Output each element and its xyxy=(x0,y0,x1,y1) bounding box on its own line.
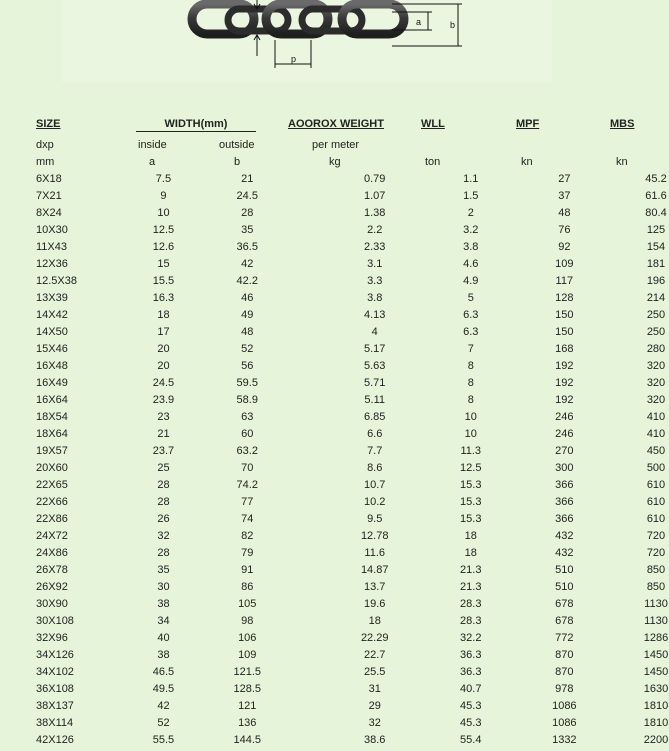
cell-weight: 1.38 xyxy=(364,207,386,219)
cell-inside-width: 10 xyxy=(157,207,170,219)
cell-size: 15X46 xyxy=(36,343,68,355)
cell-inside-width: 18 xyxy=(157,309,170,321)
cell-size: 26X78 xyxy=(36,564,68,576)
cell-wll: 7 xyxy=(467,343,474,355)
table-row xyxy=(29,375,669,392)
cell-mpf: 192 xyxy=(555,360,574,372)
cell-mbs: 2200 xyxy=(643,734,669,746)
cell-size: 42X126 xyxy=(36,734,74,746)
cell-inside-width: 17 xyxy=(157,326,170,338)
cell-mbs: 320 xyxy=(646,377,666,389)
cell-weight: 10.2 xyxy=(364,496,386,508)
cell-weight: 38.6 xyxy=(364,734,386,746)
cell-outside-width: 36.5 xyxy=(236,241,258,253)
cell-wll: 21.3 xyxy=(460,564,482,576)
cell-weight: 9.5 xyxy=(367,513,383,525)
cell-size: 22X66 xyxy=(36,496,68,508)
cell-inside-width: 24.5 xyxy=(152,377,175,389)
chain-spec-table-body xyxy=(29,171,669,749)
cell-size: 19X57 xyxy=(36,445,68,457)
cell-mbs: 1450 xyxy=(643,666,669,678)
cell-outside-width: 79 xyxy=(241,547,254,559)
cell-weight: 25.5 xyxy=(364,666,386,678)
cell-outside-width: 48 xyxy=(241,326,254,338)
cell-weight: 5.17 xyxy=(364,343,386,355)
chain-spec-table xyxy=(29,171,669,749)
cell-weight: 3.8 xyxy=(367,292,383,304)
cell-weight: 10.7 xyxy=(364,479,386,491)
cell-mbs: 450 xyxy=(646,445,666,457)
cell-mbs: 61.6 xyxy=(645,190,667,202)
dimension-p-label: p xyxy=(291,54,297,64)
cell-size: 24X72 xyxy=(36,530,68,542)
cell-wll: 18 xyxy=(464,530,477,542)
cell-inside-width: 16.3 xyxy=(152,292,175,304)
cell-inside-width: 12.6 xyxy=(152,241,175,253)
cell-outside-width: 35 xyxy=(241,224,254,236)
cell-outside-width: 52 xyxy=(241,343,254,355)
table-row xyxy=(29,647,669,664)
cell-mpf: 678 xyxy=(555,598,574,610)
table-row xyxy=(29,664,669,681)
cell-mpf: 432 xyxy=(555,547,574,559)
cell-inside-width: 15 xyxy=(157,258,170,270)
dimension-b-label: b xyxy=(450,20,456,30)
cell-outside-width: 49 xyxy=(241,309,254,321)
cell-wll: 8 xyxy=(467,377,474,389)
cell-outside-width: 121.5 xyxy=(233,666,261,678)
cell-wll: 36.3 xyxy=(460,666,482,678)
table-row xyxy=(29,273,669,290)
unit-weight: kg xyxy=(329,156,341,168)
cell-size: 24X86 xyxy=(36,547,68,559)
cell-outside-width: 60 xyxy=(241,428,254,440)
cell-size: 16X48 xyxy=(36,360,68,372)
cell-outside-width: 28 xyxy=(241,207,254,219)
table-row xyxy=(29,511,669,528)
cell-wll: 3.8 xyxy=(463,241,479,253)
cell-mpf: 1086 xyxy=(552,717,577,729)
cell-inside-width: 30 xyxy=(157,581,170,593)
cell-wll: 11.3 xyxy=(460,445,482,457)
cell-mbs: 850 xyxy=(646,564,666,576)
cell-size: 26X92 xyxy=(36,581,68,593)
cell-size: 16X64 xyxy=(36,394,68,406)
cell-inside-width: 26 xyxy=(157,513,170,525)
cell-size: 13X39 xyxy=(36,292,68,304)
cell-outside-width: 121 xyxy=(238,700,257,712)
cell-mpf: 870 xyxy=(555,649,574,661)
cell-weight: 3.1 xyxy=(367,258,383,270)
cell-mpf: 168 xyxy=(555,343,574,355)
cell-wll: 15.3 xyxy=(460,513,482,525)
cell-inside-width: 23 xyxy=(157,411,170,423)
cell-mpf: 270 xyxy=(555,445,574,457)
cell-mpf: 300 xyxy=(555,462,574,474)
cell-wll: 4.9 xyxy=(463,275,479,287)
header-mbs: MBS xyxy=(610,118,635,130)
cell-mbs: 720 xyxy=(646,530,666,542)
cell-inside-width: 38 xyxy=(157,598,170,610)
cell-inside-width: 28 xyxy=(157,547,170,559)
cell-outside-width: 82 xyxy=(241,530,254,542)
cell-wll: 55.4 xyxy=(460,734,482,746)
cell-weight: 12.78 xyxy=(360,530,389,542)
cell-inside-width: 28 xyxy=(157,496,170,508)
cell-inside-width: 40 xyxy=(157,632,170,644)
cell-outside-width: 63.2 xyxy=(236,445,258,457)
cell-mbs: 410 xyxy=(646,428,666,440)
table-row xyxy=(29,528,669,545)
dimension-a-label: a xyxy=(416,17,422,27)
cell-inside-width: 25 xyxy=(157,462,170,474)
table-row xyxy=(29,324,669,341)
cell-size: 30X90 xyxy=(36,598,68,610)
cell-inside-width: 32 xyxy=(157,530,170,542)
unit-outside: b xyxy=(234,156,241,168)
subheader-inside: inside xyxy=(138,139,167,151)
cell-mbs: 1810 xyxy=(643,700,669,712)
cell-mpf: 366 xyxy=(555,513,574,525)
cell-wll: 1.1 xyxy=(463,173,479,185)
unit-mbs: kn xyxy=(616,156,628,168)
cell-mbs: 610 xyxy=(646,479,666,491)
cell-weight: 14.87 xyxy=(360,564,389,576)
cell-outside-width: 91 xyxy=(241,564,254,576)
cell-inside-width: 23.9 xyxy=(152,394,175,406)
header-mpf: MPF xyxy=(516,118,540,130)
cell-mpf: 109 xyxy=(555,258,574,270)
cell-weight: 19.6 xyxy=(364,598,386,610)
cell-mpf: 432 xyxy=(555,530,574,542)
subheader-per-meter: per meter xyxy=(312,139,360,151)
table-row xyxy=(29,698,669,715)
cell-wll: 15.3 xyxy=(460,479,482,491)
cell-outside-width: 56 xyxy=(241,360,254,372)
cell-size: 18X54 xyxy=(36,411,68,423)
cell-size: 18X64 xyxy=(36,428,68,440)
cell-mbs: 610 xyxy=(646,513,666,525)
unit-mpf: kn xyxy=(521,156,533,168)
cell-size: 38X137 xyxy=(36,700,74,712)
cell-inside-width: 38 xyxy=(157,649,170,661)
table-row xyxy=(29,732,669,749)
subheader-outside: outside xyxy=(219,139,255,151)
table-row xyxy=(29,630,669,647)
table-row xyxy=(29,307,669,324)
cell-outside-width: 136 xyxy=(238,717,257,729)
cell-wll: 12.5 xyxy=(460,462,482,474)
cell-inside-width: 42 xyxy=(157,700,170,712)
cell-wll: 32.2 xyxy=(460,632,482,644)
cell-inside-width: 52 xyxy=(157,717,170,729)
cell-size: 7X21 xyxy=(36,190,62,202)
cell-mbs: 850 xyxy=(646,581,666,593)
cell-size: 10X30 xyxy=(36,224,68,236)
cell-mpf: 366 xyxy=(555,479,574,491)
cell-mbs: 410 xyxy=(646,411,666,423)
cell-inside-width: 12.5 xyxy=(152,224,175,236)
cell-size: 14X50 xyxy=(36,326,68,338)
cell-size: 12X36 xyxy=(36,258,68,270)
cell-wll: 36.3 xyxy=(460,649,482,661)
table-row xyxy=(29,681,669,698)
cell-wll: 45.3 xyxy=(460,717,482,729)
cell-mpf: 1332 xyxy=(552,734,577,746)
cell-mbs: 80.4 xyxy=(645,207,667,219)
cell-wll: 21.3 xyxy=(460,581,482,593)
cell-inside-width: 23.7 xyxy=(152,445,175,457)
unit-wll: ton xyxy=(425,156,441,168)
cell-mbs: 154 xyxy=(646,241,666,253)
cell-weight: 5.63 xyxy=(364,360,386,372)
table-row xyxy=(29,409,669,426)
cell-mbs: 610 xyxy=(646,496,666,508)
cell-weight: 0.79 xyxy=(364,173,386,185)
cell-mbs: 45.2 xyxy=(645,173,667,185)
table-row xyxy=(29,426,669,443)
table-row xyxy=(29,460,669,477)
cell-weight: 22.7 xyxy=(364,649,386,661)
cell-weight: 3.3 xyxy=(367,275,383,287)
cell-mpf: 678 xyxy=(555,615,574,627)
table-row xyxy=(29,613,669,630)
table-row xyxy=(29,290,669,307)
cell-outside-width: 109 xyxy=(238,649,257,661)
cell-size: 12.5X38 xyxy=(36,275,77,287)
cell-weight: 6.85 xyxy=(364,411,386,423)
cell-mbs: 1286 xyxy=(643,632,669,644)
cell-outside-width: 77 xyxy=(241,496,254,508)
cell-mpf: 772 xyxy=(555,632,574,644)
table-row xyxy=(29,494,669,511)
cell-inside-width: 28 xyxy=(157,479,170,491)
cell-outside-width: 21 xyxy=(241,173,254,185)
cell-weight: 2.2 xyxy=(367,224,383,236)
cell-weight: 8.6 xyxy=(367,462,383,474)
cell-mpf: 48 xyxy=(558,207,571,219)
cell-mbs: 1130 xyxy=(644,615,668,627)
cell-mbs: 250 xyxy=(646,326,666,338)
cell-weight: 2.33 xyxy=(364,241,386,253)
table-row xyxy=(29,239,669,256)
cell-weight: 11.6 xyxy=(364,547,385,559)
table-row xyxy=(29,171,669,188)
cell-inside-width: 20 xyxy=(157,343,170,355)
cell-weight: 31 xyxy=(368,683,381,695)
table-row xyxy=(29,545,669,562)
cell-weight: 13.7 xyxy=(364,581,386,593)
cell-mbs: 280 xyxy=(646,343,666,355)
cell-outside-width: 74.2 xyxy=(236,479,258,491)
table-row xyxy=(29,392,669,409)
table-row xyxy=(29,205,669,222)
subheader-size-unit: dxp xyxy=(36,139,54,151)
table-row xyxy=(29,443,669,460)
cell-size: 22X86 xyxy=(36,513,68,525)
cell-weight: 29 xyxy=(368,700,381,712)
cell-weight: 22.29 xyxy=(360,632,389,644)
cell-mbs: 500 xyxy=(646,462,666,474)
cell-mbs: 320 xyxy=(646,394,666,406)
cell-wll: 3.2 xyxy=(463,224,479,236)
cell-outside-width: 144.5 xyxy=(233,734,261,746)
cell-size: 6X18 xyxy=(36,173,62,185)
cell-size: 16X49 xyxy=(36,377,68,389)
cell-inside-width: 15.5 xyxy=(152,275,175,287)
cell-mpf: 192 xyxy=(555,377,574,389)
cell-wll: 6.3 xyxy=(463,309,479,321)
cell-mpf: 128 xyxy=(555,292,574,304)
cell-wll: 10 xyxy=(464,428,477,440)
cell-inside-width: 9 xyxy=(160,190,167,202)
cell-mbs: 1630 xyxy=(643,683,669,695)
cell-outside-width: 86 xyxy=(241,581,254,593)
cell-outside-width: 24.5 xyxy=(236,190,258,202)
table-row xyxy=(29,188,669,205)
cell-outside-width: 46 xyxy=(241,292,254,304)
cell-mbs: 1130 xyxy=(644,598,668,610)
cell-mpf: 192 xyxy=(555,394,574,406)
cell-wll: 28.3 xyxy=(460,598,482,610)
cell-weight: 5.71 xyxy=(364,377,386,389)
cell-outside-width: 59.5 xyxy=(236,377,258,389)
cell-weight: 4 xyxy=(371,326,378,338)
table-row xyxy=(29,341,669,358)
cell-mpf: 37 xyxy=(558,190,571,202)
cell-mbs: 1810 xyxy=(643,717,669,729)
cell-weight: 5.11 xyxy=(364,394,385,406)
header-weight: AOOROX WEIGHT xyxy=(288,118,384,130)
cell-outside-width: 58.9 xyxy=(236,394,258,406)
cell-wll: 5 xyxy=(467,292,474,304)
cell-mpf: 117 xyxy=(555,275,574,287)
cell-mpf: 870 xyxy=(555,666,574,678)
header-width-label: WIDTH(mm) xyxy=(164,118,228,130)
cell-weight: 32 xyxy=(368,717,381,729)
cell-wll: 4.6 xyxy=(463,258,479,270)
header-size: SIZE xyxy=(36,118,61,130)
cell-mbs: 181 xyxy=(646,258,666,270)
cell-wll: 18 xyxy=(464,547,477,559)
cell-size: 38X114 xyxy=(36,717,74,729)
cell-wll: 1.5 xyxy=(463,190,479,202)
cell-size: 36X108 xyxy=(36,683,74,695)
cell-size: 22X65 xyxy=(36,479,68,491)
cell-inside-width: 20 xyxy=(157,360,170,372)
table-row xyxy=(29,562,669,579)
cell-outside-width: 105 xyxy=(238,598,257,610)
cell-outside-width: 42 xyxy=(241,258,254,270)
cell-mpf: 150 xyxy=(555,309,574,321)
cell-weight: 4.13 xyxy=(364,309,386,321)
cell-size: 11X43 xyxy=(36,241,67,253)
table-row xyxy=(29,477,669,494)
cell-mpf: 246 xyxy=(555,428,574,440)
cell-mbs: 214 xyxy=(646,292,666,304)
cell-outside-width: 128.5 xyxy=(233,683,261,695)
cell-size: 34X126 xyxy=(36,649,74,661)
cell-mpf: 76 xyxy=(558,224,571,236)
cell-mpf: 510 xyxy=(555,564,574,576)
cell-weight: 18 xyxy=(368,615,381,627)
cell-size: 14X42 xyxy=(36,309,68,321)
cell-inside-width: 46.5 xyxy=(152,666,175,678)
cell-wll: 28.3 xyxy=(460,615,482,627)
header-wll: WLL xyxy=(421,118,445,130)
cell-mbs: 320 xyxy=(646,360,666,372)
cell-mbs: 1450 xyxy=(643,649,669,661)
cell-mpf: 27 xyxy=(558,173,571,185)
unit-inside: a xyxy=(149,156,156,168)
cell-outside-width: 42.2 xyxy=(236,275,258,287)
cell-mbs: 250 xyxy=(646,309,666,321)
cell-inside-width: 55.5 xyxy=(152,734,175,746)
cell-mpf: 366 xyxy=(555,496,574,508)
cell-mpf: 150 xyxy=(555,326,574,338)
cell-mpf: 510 xyxy=(555,581,574,593)
table-row xyxy=(29,358,669,375)
table-row xyxy=(29,222,669,239)
cell-mpf: 246 xyxy=(555,411,574,423)
cell-mpf: 92 xyxy=(558,241,571,253)
cell-inside-width: 35 xyxy=(157,564,170,576)
cell-wll: 8 xyxy=(467,394,474,406)
cell-wll: 6.3 xyxy=(463,326,479,338)
cell-wll: 15.3 xyxy=(460,496,482,508)
cell-mpf: 978 xyxy=(555,683,574,695)
cell-outside-width: 74 xyxy=(241,513,254,525)
cell-size: 30X108 xyxy=(36,615,74,627)
cell-size: 8X24 xyxy=(36,207,62,219)
cell-wll: 45.3 xyxy=(460,700,482,712)
cell-size: 34X102 xyxy=(36,666,74,678)
cell-inside-width: 21 xyxy=(157,428,170,440)
cell-size: 20X60 xyxy=(36,462,68,474)
cell-outside-width: 63 xyxy=(241,411,254,423)
table-row xyxy=(29,596,669,613)
cell-mbs: 125 xyxy=(646,224,666,236)
cell-weight: 6.6 xyxy=(367,428,383,440)
cell-mbs: 196 xyxy=(646,275,666,287)
cell-inside-width: 34 xyxy=(157,615,170,627)
chain-diagram xyxy=(62,0,552,82)
table-row xyxy=(29,579,669,596)
header-width-rule xyxy=(136,131,256,132)
header-width xyxy=(136,118,256,132)
unit-size: mm xyxy=(36,156,55,168)
cell-outside-width: 98 xyxy=(241,615,254,627)
table-row xyxy=(29,715,669,732)
cell-weight: 1.07 xyxy=(364,190,386,202)
cell-outside-width: 106 xyxy=(238,632,257,644)
cell-wll: 10 xyxy=(464,411,477,423)
cell-weight: 7.7 xyxy=(367,445,383,457)
cell-wll: 2 xyxy=(467,207,474,219)
cell-wll: 8 xyxy=(467,360,474,372)
cell-inside-width: 7.5 xyxy=(155,173,172,185)
cell-outside-width: 70 xyxy=(241,462,254,474)
cell-wll: 40.7 xyxy=(460,683,482,695)
cell-inside-width: 49.5 xyxy=(152,683,175,695)
cell-mpf: 1086 xyxy=(552,700,577,712)
table-row xyxy=(29,256,669,273)
cell-size: 32X96 xyxy=(36,632,68,644)
cell-mbs: 720 xyxy=(646,547,666,559)
